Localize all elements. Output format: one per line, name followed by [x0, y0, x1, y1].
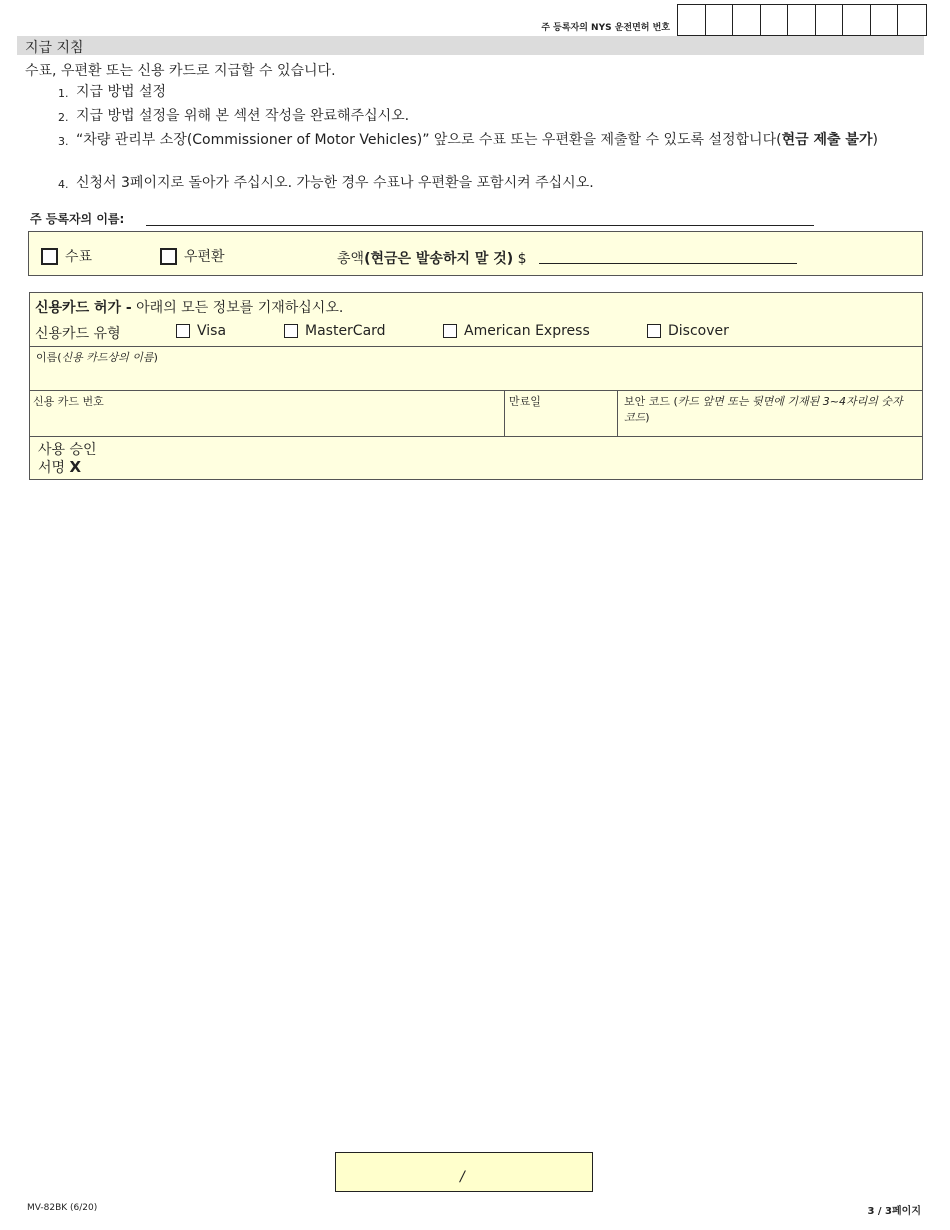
license-digit-box[interactable] [871, 5, 899, 35]
office-use-box [335, 1152, 593, 1192]
authorization-label: 사용 승인 [38, 442, 97, 458]
step-text: 지급 방법 설정 [76, 84, 167, 100]
discover-label: Discover [668, 323, 729, 339]
check-label: 수표 [65, 249, 93, 265]
money-order-checkbox[interactable] [160, 248, 177, 265]
license-digit-box[interactable] [678, 5, 706, 35]
card-type-amex[interactable] [443, 323, 590, 339]
page-number: 3 / 3페이지 [867, 1206, 921, 1217]
credit-card-title [35, 297, 343, 317]
security-code-label [624, 394, 916, 426]
license-digit-box[interactable] [733, 5, 761, 35]
step-text-suffix: ) [872, 132, 878, 148]
mastercard-label: MasterCard [305, 323, 386, 339]
step-text [76, 130, 878, 152]
discover-checkbox[interactable] [647, 324, 661, 338]
name-label-text: 이름( [36, 351, 62, 364]
instruction-step [58, 106, 878, 128]
amount-label [337, 248, 527, 268]
visa-checkbox[interactable] [176, 324, 190, 338]
section-title: 지급 지침 [25, 40, 84, 56]
mastercard-checkbox[interactable] [284, 324, 298, 338]
license-number-boxes[interactable] [677, 4, 927, 36]
card-type-discover[interactable] [647, 323, 729, 339]
card-type-label: 신용카드 유형 [35, 326, 121, 342]
credit-card-title-bold: 신용카드 허가 - [35, 300, 132, 316]
payment-method-box [28, 231, 923, 276]
step-number: 1. [58, 87, 69, 100]
column-divider [617, 391, 618, 436]
license-digit-box[interactable] [898, 5, 926, 35]
section-header-bar [17, 36, 924, 55]
license-number-label: 주 등록자의 NYS 운전면허 번호 [541, 23, 670, 33]
step-text: 지급 방법 설정을 위해 본 섹션 작성을 완료해주십시오. [76, 108, 410, 124]
signature-field[interactable] [30, 437, 922, 480]
check-option[interactable] [41, 246, 92, 266]
amex-label: American Express [464, 323, 590, 339]
name-label-italic: 신용 카드상의 이름 [61, 351, 154, 364]
step-number: 3. [58, 135, 69, 148]
registrant-name-label: 주 등록자의 이름: [30, 212, 125, 226]
intro-text: 수표, 우편환 또는 신용 카드로 지급할 수 있습니다. [25, 63, 336, 79]
credit-card-box [29, 292, 923, 480]
cardholder-name-label [36, 350, 158, 366]
money-order-label: 우편환 [184, 249, 225, 265]
visa-label: Visa [197, 323, 227, 339]
step-number: 2. [58, 111, 69, 124]
no-cash-warning: (현금은 발송하지 말 것) [364, 251, 514, 267]
card-type-visa[interactable] [176, 323, 226, 339]
signature-label-text: 서명 [38, 460, 66, 476]
name-label-end: ) [153, 351, 158, 364]
expiry-label: 만료일 [509, 395, 541, 408]
license-digit-box[interactable] [788, 5, 816, 35]
security-label-italic: 카드 앞면 또는 뒷면에 기재된 3~4자리의 숫자 코드 [624, 395, 903, 424]
license-digit-box[interactable] [843, 5, 871, 35]
cardholder-name-field[interactable] [30, 347, 922, 391]
instruction-step [58, 82, 878, 104]
security-label-text: 보안 코드 ( [624, 395, 678, 408]
form-id: MV-82BK (6/20) [27, 1203, 98, 1213]
instruction-step [58, 173, 878, 195]
card-details-row [30, 391, 922, 437]
currency-symbol: $ [517, 251, 527, 267]
card-type-mastercard[interactable] [284, 323, 386, 339]
instruction-step [58, 130, 878, 152]
amount-field[interactable] [539, 263, 797, 264]
step-number: 4. [58, 178, 69, 191]
credit-card-header-row [30, 293, 922, 347]
step-text-main: “차량 관리부 소장(Commissioner of Motor Vehicles)” 앞으로 수표 또는 우편환을 제출할 수 있도록 설정합니다( [76, 132, 782, 148]
amex-checkbox[interactable] [443, 324, 457, 338]
amount-prefix: 총액 [337, 251, 365, 267]
security-label-end: ) [645, 411, 650, 424]
no-cash-note: 현금 제출 불가 [781, 132, 873, 148]
column-divider [504, 391, 505, 436]
signature-label [38, 457, 81, 477]
card-number-label: 신용 카드 번호 [33, 395, 104, 408]
license-digit-box[interactable] [761, 5, 789, 35]
credit-card-title-rest: 아래의 모든 정보를 기재하십시오. [131, 300, 344, 316]
registrant-name-field[interactable] [146, 225, 814, 226]
signature-x-mark: X [69, 458, 82, 476]
license-digit-box[interactable] [816, 5, 844, 35]
slash-separator: / [460, 1169, 465, 1185]
money-order-option[interactable] [160, 246, 225, 266]
step-text: 신청서 3페이지로 돌아가 주십시오. 가능한 경우 수표나 우편환을 포함시켜 주십시오. [76, 175, 594, 191]
check-checkbox[interactable] [41, 248, 58, 265]
license-digit-box[interactable] [706, 5, 734, 35]
